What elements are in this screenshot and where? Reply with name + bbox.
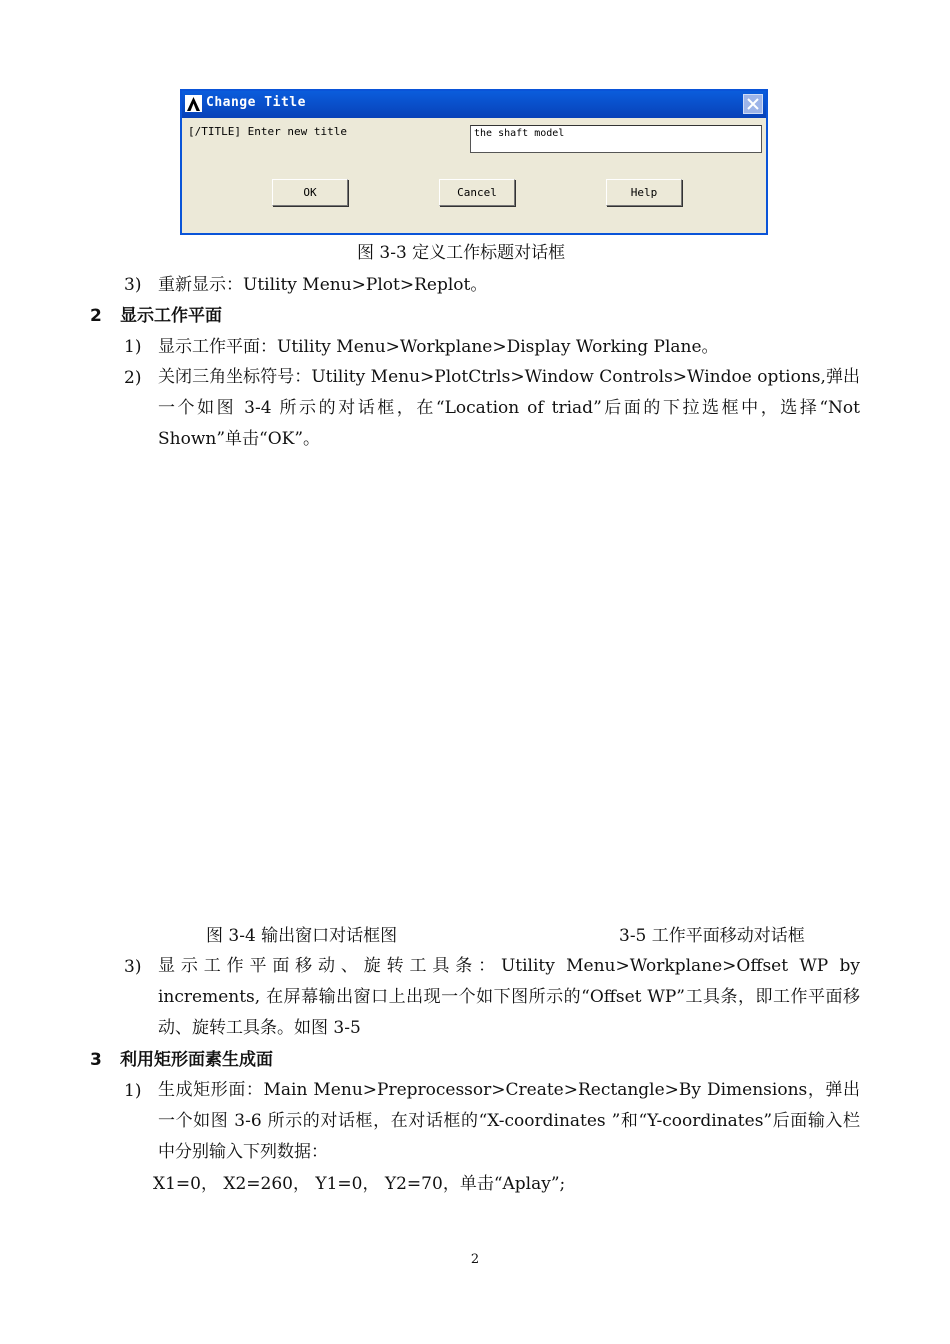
cancel-button[interactable]: Cancel — [439, 179, 515, 206]
step-number: 1) — [124, 337, 142, 357]
dialog-title-bar — [182, 91, 766, 118]
step-paragraph: 关闭三角坐标符号：Utility Menu>PlotCtrls>Window Controls>Windoe options,弹出一个如图 3-4 所示的对话框，在“Location of triad”后面的下拉选框中，选择“Not Shown”单击“OK”。 — [158, 367, 860, 449]
step-number: 3) — [124, 275, 142, 295]
fig3-4-caption: 图 3-4 输出窗口对话框图 — [206, 926, 398, 946]
coordinate-values: X1=0， X2=260， Y1=0， Y2=70，单击“Aplay”; — [153, 1174, 566, 1194]
section-number: 3 — [90, 1050, 102, 1070]
step-paragraph: 生成矩形面：Main Menu>Preprocessor>Create>Rectangle>By Dimensions，弹出一个如图 3-6 所示的对话框，在对话框的“X-coordinates ”和“Y-coordinates”后面输入栏中分别输入下列数据： — [158, 1080, 860, 1162]
step-number: 2) — [124, 368, 142, 388]
step-number: 1) — [124, 1081, 142, 1101]
fig3-3-caption: 图 3-3 定义工作标题对话框 — [357, 243, 566, 263]
step-number: 3) — [124, 957, 142, 977]
fig3-5-caption: 3-5 工作平面移动对话框 — [619, 926, 805, 946]
dialog-title: Change Title — [206, 95, 306, 110]
title-prompt-label: [/TITLE] Enter new title — [188, 125, 347, 138]
section-title: 利用矩形面素生成面 — [120, 1050, 273, 1070]
title-input[interactable]: the shaft model — [470, 125, 762, 153]
change-title-dialog — [180, 89, 768, 235]
page-number: 2 — [470, 1252, 480, 1267]
help-button[interactable]: Help — [606, 179, 682, 206]
ansys-logo-icon — [185, 95, 202, 112]
section-title: 显示工作平面 — [120, 306, 222, 326]
step-paragraph: 显示工作平面移动、旋转工具条：Utility Menu>Workplane>Offset WP by increments, 在屏幕输出窗口上出现一个如下图所示的“Offset WP”工具条，即工作平面移动、旋转工具条。如图 3-5 — [158, 956, 860, 1038]
step-text: 重新显示：Utility Menu>Plot>Replot。 — [158, 275, 488, 295]
section-number: 2 — [90, 306, 102, 326]
ok-button[interactable]: OK — [272, 179, 348, 206]
close-icon[interactable] — [743, 94, 763, 114]
step-text: 显示工作平面：Utility Menu>Workplane>Display Working Plane。 — [158, 337, 719, 357]
